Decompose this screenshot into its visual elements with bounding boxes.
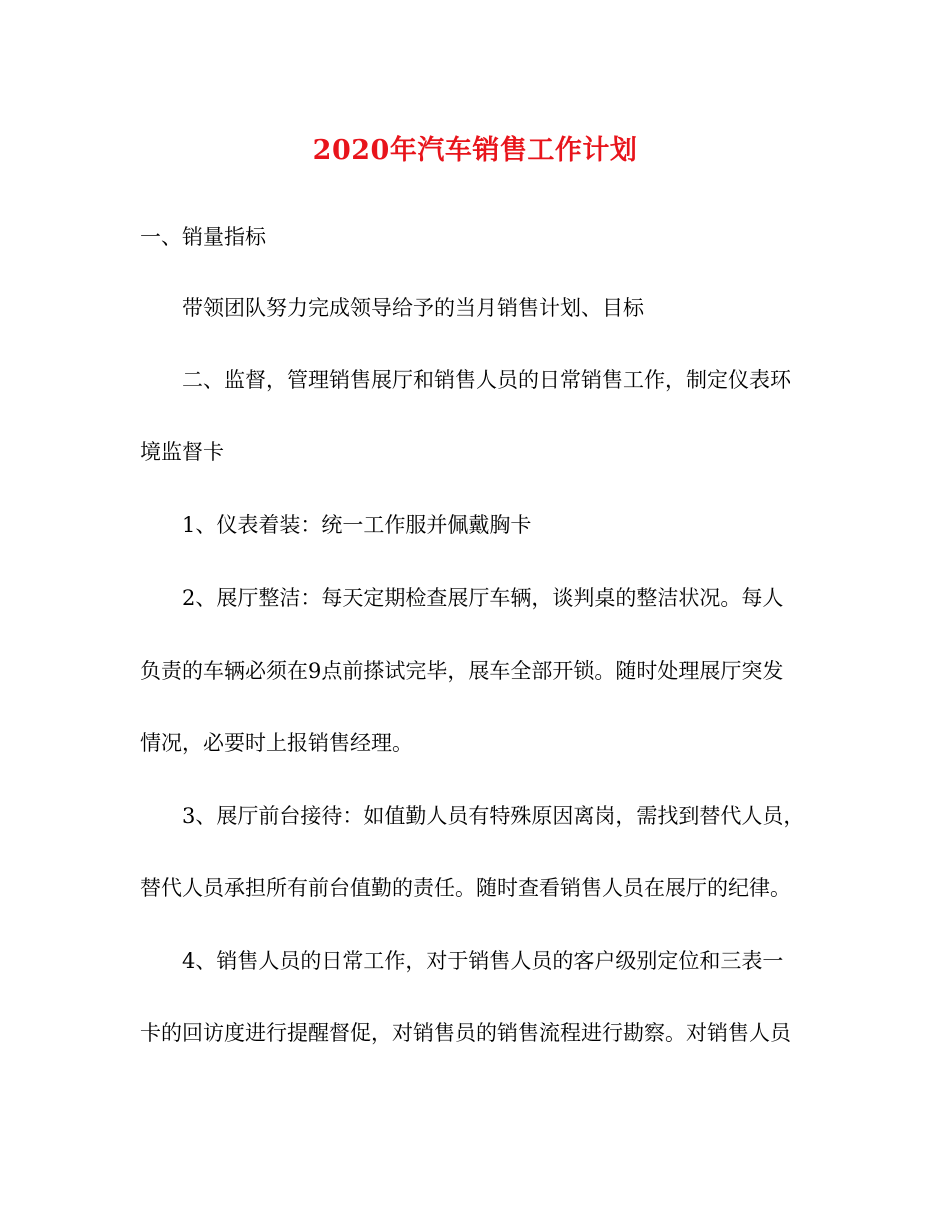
document-title: 2020年汽车销售工作计划: [312, 135, 638, 166]
list-item-appearance: 1、仪表着装：统一工作服并佩戴胸卡: [182, 513, 532, 537]
paragraph-line: 替代人员承担所有前台值勤的责任。随时查看销售人员在展厅的纪律。: [140, 876, 791, 900]
paragraph-line: 卡的回访度进行提醒督促，对销售员的销售流程进行勘察。对销售人员: [140, 1021, 791, 1045]
section-heading-supervision: 二、监督，管理销售展厅和销售人员的日常销售工作，制定仪表环: [182, 368, 791, 392]
paragraph-line: 情况，必要时上报销售经理。: [140, 731, 413, 755]
section-heading-sales-target: 一、销量指标: [140, 225, 266, 249]
paragraph-line: 境监督卡: [140, 440, 224, 464]
paragraph-line: 带领团队努力完成领导给予的当月销售计划、目标: [182, 296, 644, 320]
list-item-daily-work: 4、销售人员的日常工作，对于销售人员的客户级别定位和三表一: [182, 949, 784, 973]
paragraph-line: 负责的车辆必须在9点前搽试完毕，展车全部开锁。随时处理展厅突发: [140, 659, 784, 683]
list-item-showroom-cleanliness: 2、展厅整洁：每天定期检查展厅车辆，谈判桌的整洁状况。每人: [182, 586, 784, 610]
list-item-reception: 3、展厅前台接待：如值勤人员有特殊原因离岗，需找到替代人员，: [182, 804, 805, 828]
